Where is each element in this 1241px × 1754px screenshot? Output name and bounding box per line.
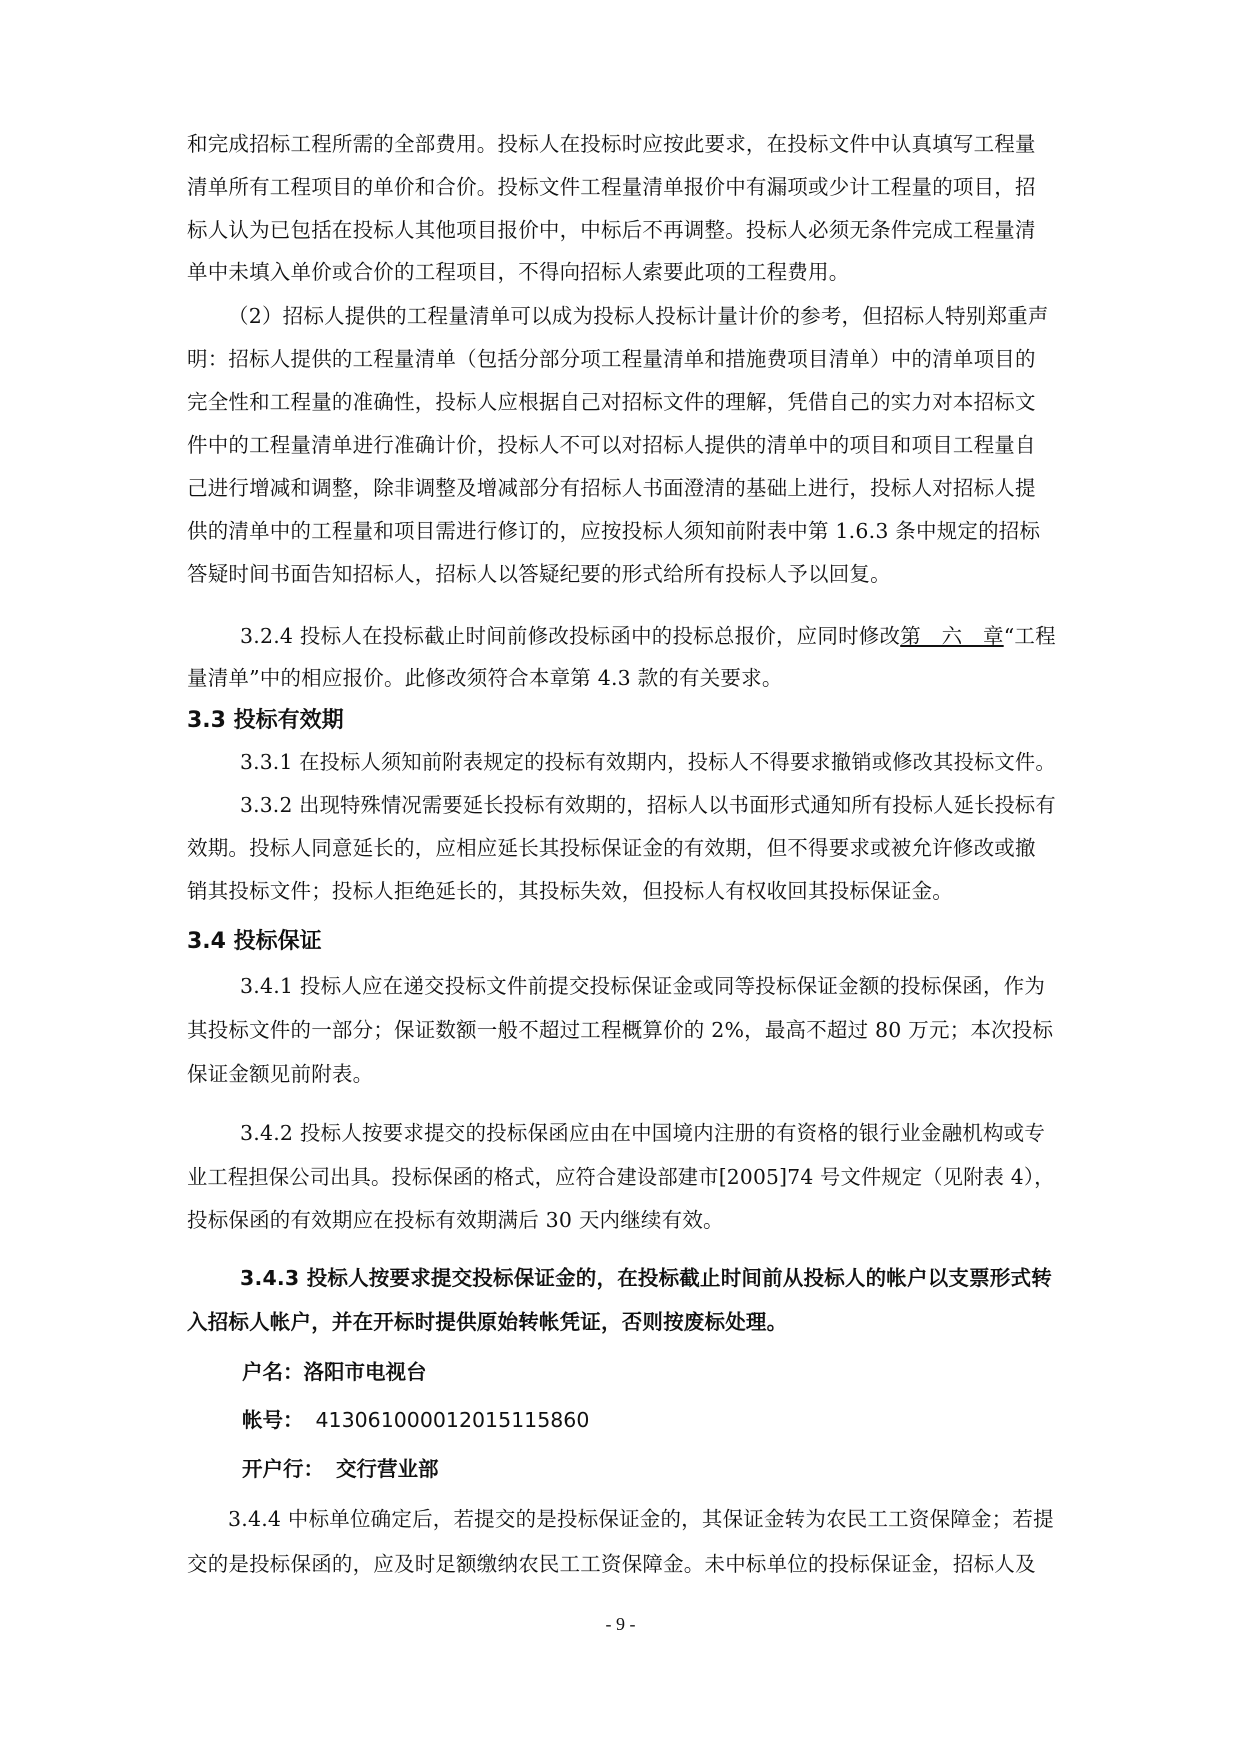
paragraph-line: 销其投标文件；投标人拒绝延长的，其投标失效，但投标人有权收回其投标保证金。 xyxy=(187,879,953,903)
text-run: 3.2.4 投标人在投标截止时间前修改投标函中的投标总报价，应同时修改 xyxy=(240,624,901,648)
paragraph-line: 效期。投标人同意延长的，应相应延长其投标保证金的有效期，但不得要求或被允许修改或撤 xyxy=(187,836,1036,860)
paragraph-line: 量清单”中的相应报价。此修改须符合本章第 4.3 款的有关要求。 xyxy=(187,666,783,690)
paragraph-line: 其投标文件的一部分；保证数额一般不超过工程概算价的 2%，最高不超过 80 万元；本次投标 xyxy=(187,1018,1054,1042)
paragraph-line: 3.3.2 出现特殊情况需要延长投标有效期的，招标人以书面形式通知所有投标人延长投标有 xyxy=(240,793,1056,817)
account-name-row xyxy=(242,1358,427,1386)
bank-row xyxy=(242,1455,439,1483)
paragraph-line: 交的是投标保函的，应及时足额缴纳农民工工资保障金。未中标单位的投标保证金，招标人及 xyxy=(187,1552,1036,1576)
chapter-reference: 第 六 章 xyxy=(900,624,1004,648)
paragraph-line: 供的清单中的工程量和项目需进行修订的，应按投标人须知前附表中第 1.6.3 条中规定的招标 xyxy=(187,519,1041,543)
bank-label: 开户行： xyxy=(242,1457,324,1481)
paragraph-line xyxy=(240,622,1056,650)
account-number-value: 413061000012015115860 xyxy=(315,1408,590,1432)
paragraph-line: 完全性和工程量的准确性，投标人应根据自己对招标文件的理解，凭借自己的实力对本招标文 xyxy=(187,390,1036,414)
paragraph-line: 单中未填入单价或合价的工程项目，不得向招标人索要此项的工程费用。 xyxy=(187,260,850,284)
paragraph-line: 己进行增减和调整，除非调整及增减部分有招标人书面澄清的基础上进行，投标人对招标人提 xyxy=(187,476,1036,500)
paragraph-line: 和完成招标工程所需的全部费用。投标人在投标时应按此要求，在投标文件中认真填写工程量 xyxy=(187,132,1036,156)
paragraph-line-bold: 3.4.3 投标人按要求提交投标保证金的，在投标截止时间前从投标人的帐户以支票形式转 xyxy=(240,1266,1052,1290)
paragraph-line-bold: 入招标人帐户，并在开标时提供原始转帐凭证，否则按废标处理。 xyxy=(187,1310,788,1334)
section-heading: 3.4 投标保证 xyxy=(187,929,322,954)
account-name-label: 户名： xyxy=(242,1360,304,1384)
bank-value: 交行营业部 xyxy=(336,1457,439,1481)
paragraph-line: 业工程担保公司出具。投标保函的格式，应符合建设部建市[2005]74 号文件规定（见附表 4）， xyxy=(187,1165,1055,1189)
paragraph-line: 3.4.4 中标单位确定后，若提交的是投标保证金的，其保证金转为农民工工资保障金；若提 xyxy=(228,1507,1054,1531)
paragraph-line: 件中的工程量清单进行准确计价，投标人不可以对招标人提供的清单中的项目和项目工程量自 xyxy=(187,433,1036,457)
paragraph-line: 3.4.2 投标人按要求提交的投标保函应由在中国境内注册的有资格的银行业金融机构或专 xyxy=(240,1121,1046,1145)
paragraph-line: 投标保函的有效期应在投标有效期满后 30 天内继续有效。 xyxy=(187,1208,724,1232)
account-number-label: 帐号： xyxy=(242,1408,304,1432)
paragraph-line: 答疑时间书面告知招标人，招标人以答疑纪要的形式给所有投标人予以回复。 xyxy=(187,562,891,586)
paragraph-line: 保证金额见前附表。 xyxy=(187,1062,374,1086)
account-name-value: 洛阳市电视台 xyxy=(303,1360,427,1384)
paragraph-line: 3.4.1 投标人应在递交投标文件前提交投标保证金或同等投标保证金额的投标保函，作为 xyxy=(240,974,1046,998)
paragraph-line: （2）招标人提供的工程量清单可以成为投标人投标计量计价的参考，但招标人特别郑重声 xyxy=(228,304,1049,328)
section-heading: 3.3 投标有效期 xyxy=(187,708,344,733)
page-number: - 9 - xyxy=(605,1614,636,1634)
paragraph-line: 清单所有工程项目的单价和合价。投标文件工程量清单报价中有漏项或少计工程量的项目，招 xyxy=(187,175,1036,199)
account-number-row xyxy=(242,1406,589,1434)
paragraph-line: 明：招标人提供的工程量清单（包括分部分项工程量清单和措施费项目清单）中的清单项目的 xyxy=(187,347,1036,371)
paragraph-line: 标人认为已包括在投标人其他项目报价中，中标后不再调整。投标人必须无条件完成工程量清 xyxy=(187,218,1036,242)
paragraph-line: 3.3.1 在投标人须知前附表规定的投标有效期内，投标人不得要求撤销或修改其投标文件。 xyxy=(240,750,1056,774)
text-run: “工程 xyxy=(1003,624,1056,648)
